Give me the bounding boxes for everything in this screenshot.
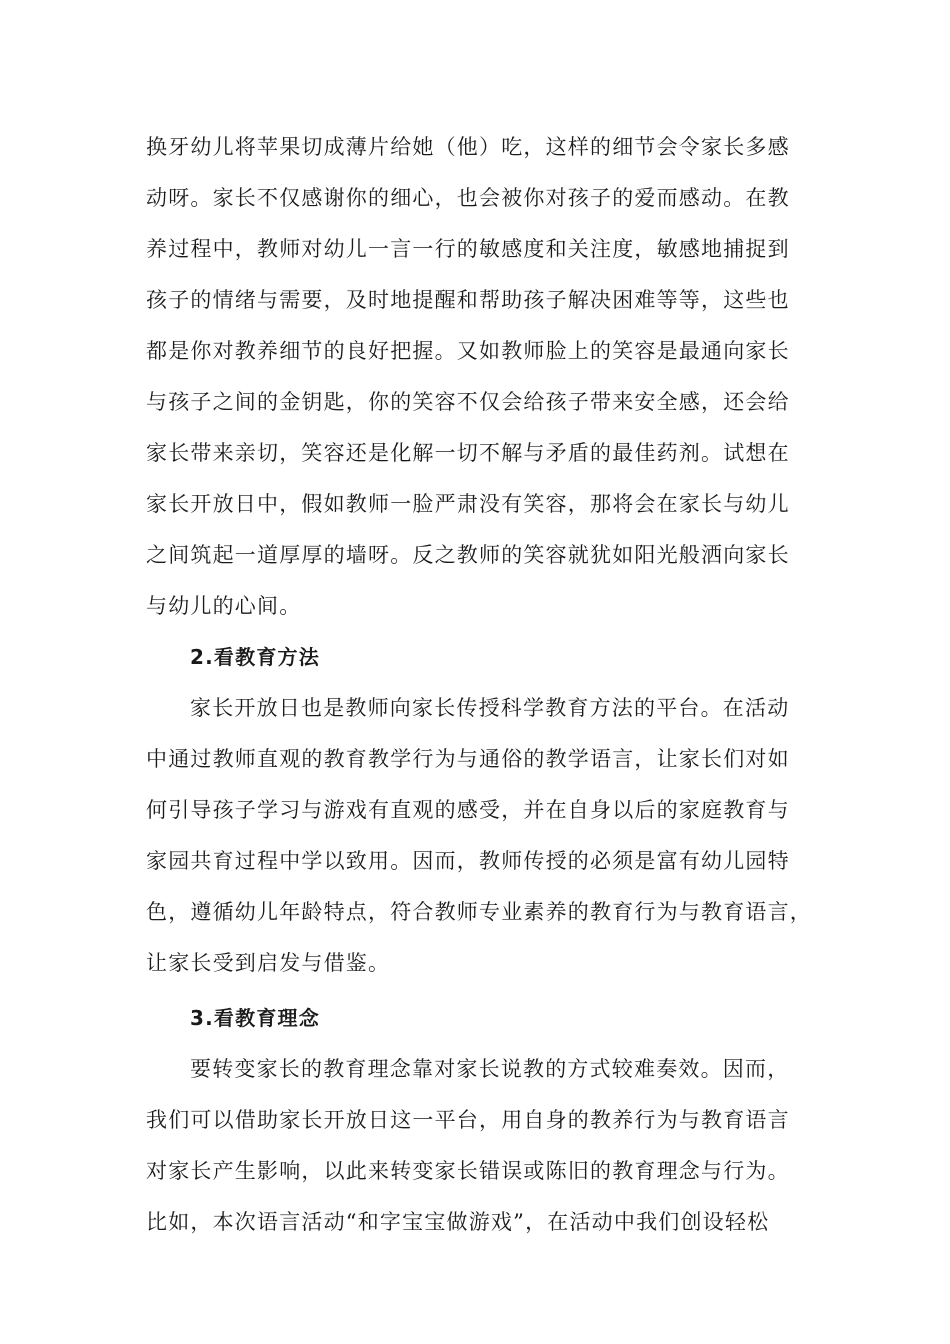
text-line: 动呀。家长不仅感谢你的细心，也会被你对孩子的爱而感动。在教 (146, 186, 790, 210)
text-line: 家长开放日也是教师向家长传授科学教育方法的平台。在活动 (190, 696, 790, 720)
paragraph-teacher-care (146, 122, 806, 632)
text-line: 家长开放日中，假如教师一脸严肃没有笑容，那将会在家长与幼儿 (146, 492, 790, 516)
text-line: 色，遵循幼儿年龄特点，符合教师专业素养的教育行为与教育语言， (146, 900, 812, 924)
text-line: 换牙幼儿将苹果切成薄片给她（他）吃，这样的细节会令家长多感 (146, 135, 790, 159)
text-line: 与孩子之间的金钥匙，你的笑容不仅会给孩子带来安全感，还会给 (146, 390, 790, 414)
text-line: 比如，本次语言活动“和字宝宝做游戏”，在活动中我们创设轻松 (146, 1210, 770, 1234)
text-line: 我们可以借助家长开放日这一平台，用自身的教养行为与教育语言 (146, 1108, 790, 1132)
text-line: 对家长产生影响，以此来转变家长错误或陈旧的教育理念与行为。 (146, 1159, 790, 1183)
paragraph-education-method (146, 683, 812, 989)
section-heading-education-method: 2.看教育方法 (190, 645, 320, 669)
paragraph-education-concept (146, 1044, 806, 1248)
text-line: 之间筑起一道厚厚的墙呀。反之教师的笑容就犹如阳光般洒向家长 (146, 543, 790, 567)
text-line: 与幼儿的心间。 (146, 594, 302, 618)
text-line: 家长带来亲切，笑容还是化解一切不解与矛盾的最佳药剂。试想在 (146, 441, 790, 465)
section-heading-education-concept: 3.看教育理念 (190, 1006, 320, 1030)
text-line: 孩子的情绪与需要，及时地提醒和帮助孩子解决困难等等，这些也 (146, 288, 790, 312)
text-line: 让家长受到启发与借鉴。 (146, 951, 391, 975)
text-line: 养过程中，教师对幼儿一言一行的敏感度和关注度，敏感地捕捉到 (146, 237, 790, 261)
text-line: 何引导孩子学习与游戏有直观的感受，并在自身以后的家庭教育与 (146, 798, 790, 822)
document-body (146, 122, 812, 1248)
text-line: 都是你对教养细节的良好把握。又如教师脸上的笑容是最通向家长 (146, 339, 790, 363)
text-line: 中通过教师直观的教育教学行为与通俗的教学语言，让家长们对如 (146, 747, 790, 771)
text-line: 要转变家长的教育理念靠对家长说教的方式较难奏效。因而， (190, 1057, 790, 1081)
text-line: 家园共育过程中学以致用。因而，教师传授的必须是富有幼儿园特 (146, 849, 790, 873)
